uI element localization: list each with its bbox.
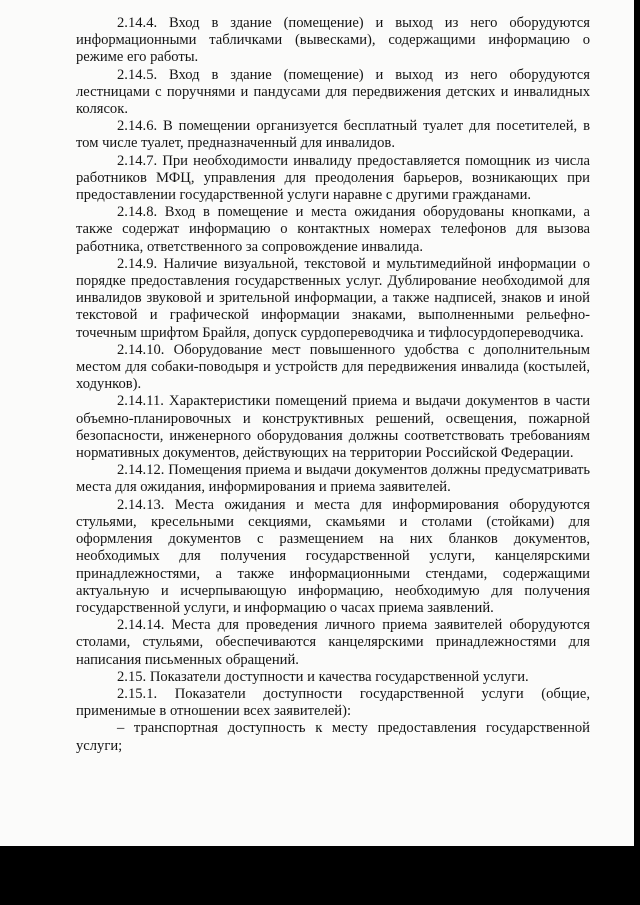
- scan-border-right: [634, 0, 640, 905]
- paragraph-2-14-11: 2.14.11. Характеристики помещений приема и выдачи документов в части объемно-планировочных и конструктивных решений, освещения, пожарной безопасности, инженерного оборудования должны соответствовать требованиям нормативных документов, действующих на территории Российской Федерации.: [76, 393, 590, 462]
- paragraph-2-14-4: 2.14.4. Вход в здание (помещение) и выход из него оборудуются информационными табличками (вывесками), содержащими информацию о режиме его работы.: [76, 15, 590, 66]
- paragraph-2-14-10: 2.14.10. Оборудование мест повышенного удобства с дополнительным местом для собаки-поводыря и устройств для передвижения инвалида (костылей, ходунков).: [76, 341, 590, 393]
- paragraph-2-14-9: 2.14.9. Наличие визуальной, текстовой и мультимедийной информации о порядке предоставления государственных услуг. Дублирование необходимой для инвалидов звуковой и зрительной информации, а также надписей, знаков и иной текстовой и графической информации знаками, выполненными рельефно-точечным шрифтом Брайля, допуск сурдопереводчика и тифлосурдопереводчика.: [76, 255, 590, 341]
- paragraph-2-14-7: 2.14.7. При необходимости инвалиду предоставляется помощник из числа работников МФЦ, управления для преодоления барьеров, возникающих при предоставлении государственной услуги наравне с другими гражданами.: [76, 152, 590, 204]
- paragraph-2-14-12: 2.14.12. Помещения приема и выдачи документов должны предусматривать места для ожидания, информирования и приема заявителей.: [76, 462, 590, 496]
- paragraph-2-14-8: 2.14.8. Вход в помещение и места ожидания оборудованы кнопками, а также содержат информацию о контактных номерах телефонов для вызова работника, ответственного за сопровождение инвалида.: [76, 204, 590, 255]
- scan-border-bottom: [0, 846, 640, 905]
- section-heading-2-15: 2.15. Показатели доступности и качества государственной услуги.: [117, 668, 529, 685]
- paragraph-2-14-5: 2.14.5. Вход в здание (помещение) и выход из него оборудуются лестницами с поручнями и пандусами для передвижения детских и инвалидных колясок.: [76, 66, 590, 118]
- paragraph-2-14-6: 2.14.6. В помещении организуется бесплатный туалет для посетителей, в том числе туалет, предназначенный для инвалидов.: [76, 118, 590, 152]
- paragraph-2-14-13: 2.14.13. Места ожидания и места для информирования оборудуются стульями, кресельными секциями, скамьями и столами (стойками) для оформления документов с размещением на них бланков документов, необходимых для получения государственной услуги, канцелярскими принадлежностями, а также информационными стендами, содержащими актуальную и исчерпывающую информацию, необходимую для получения государственной услуги, и информацию о часах приема заявлений.: [76, 496, 590, 616]
- document-body: [76, 15, 590, 755]
- list-item-transport-access: – транспортная доступность к месту предоставления государственной услуги;: [76, 720, 590, 754]
- paragraph-2-15-1: 2.15.1. Показатели доступности государственной услуги (общие, применимые в отношении всех заявителей):: [76, 685, 590, 720]
- paragraph-2-14-14: 2.14.14. Места для проведения личного приема заявителей оборудуются столами, стульями, обеспечиваются канцелярскими принадлежностями для написания письменных обращений.: [76, 617, 590, 668]
